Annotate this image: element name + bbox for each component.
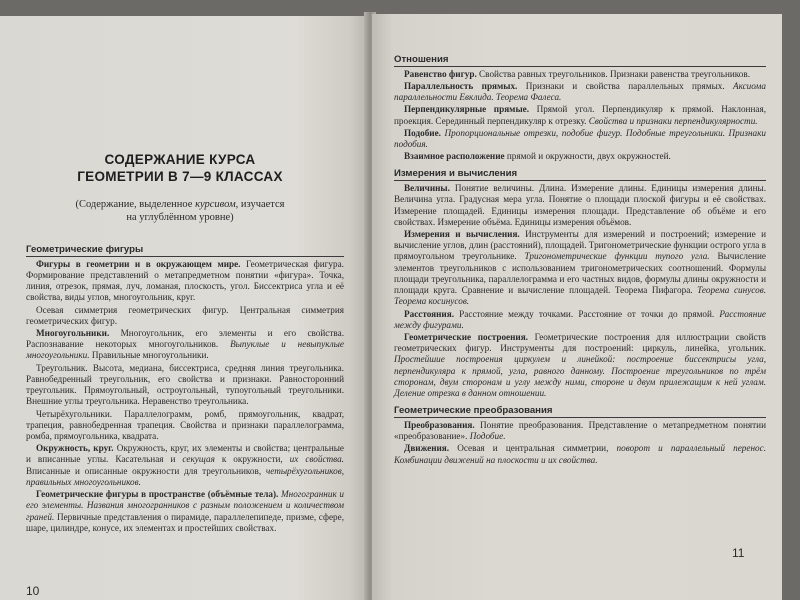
paragraph-italic: Простейшие построения циркулем и линейкой: построение биссектрисы угла, перпендикуляра к прямой, угла, равного данному. Построение треугольников по трём сторонам, двум сторонам и углу между ними, стороне и двум прилежащим к ней углам. Деление отрезка в данном отношении.: [394, 354, 766, 399]
paragraph-text: Свойства равных треугольников. Признаки равенства треугольников.: [476, 68, 751, 79]
paragraph-distances: [394, 309, 766, 331]
paragraph-similarity: [394, 128, 766, 150]
paragraph-text: Осевая симметрия геометрических фигур. Центральная симметрия геометрических фигур.: [26, 304, 344, 326]
term-label: Окружность, круг.: [36, 443, 114, 454]
paragraph-perpendicular: [394, 104, 766, 126]
subtitle-text-1: (Содержание, выделенное: [75, 199, 196, 210]
paragraph-text: Четырёхугольники. Параллелограмм, ромб, прямоугольник, квадрат, трапеция, равнобедренная трапеция. Свойства и признаки параллелограмма, ромба, прямоугольника, квадрата.: [26, 408, 344, 441]
paragraph-equality: [394, 69, 766, 80]
paragraph-text: прямой и окружности, двух окружностей.: [504, 151, 671, 162]
paragraph-italic: Свойства и признаки перпендикулярности.: [588, 115, 758, 126]
term-label: Геометрические построения.: [404, 332, 528, 342]
paragraph-text: Первичные представления о пирамиде, параллелепипеде, призме, сфере, шаре, цилиндре, конусе, их элементах и простейших свойствах.: [26, 511, 344, 533]
paragraph-circle: [26, 443, 344, 488]
paragraph-text: Осевая и центральная симметрии,: [449, 443, 617, 454]
right-page: [372, 14, 782, 600]
term-label: Измерения и вычисления.: [404, 229, 520, 240]
term-label: Движения.: [404, 443, 450, 454]
paragraph-quadrilaterals: [26, 409, 344, 443]
term-label: Преобразования.: [404, 420, 475, 431]
paragraph-constructions: [394, 332, 766, 399]
paragraph-text: Расстояние между точками. Расстояние от точки до прямой.: [454, 308, 720, 319]
term-label: Взаимное расположение: [404, 151, 505, 162]
paragraph-italic: Расстояние между фигурами.: [394, 308, 766, 330]
paragraph-text: Треугольник. Высота, медиана, биссектриса, средняя линия треугольника. Равнобедренный треугольник, его свойства и признаки. Равносторонний треугольник. Прямоугольный, остроугольный, тупоугольный треугольники. Внешние углы треугольника. Неравенство треугольника.: [26, 362, 344, 407]
paragraph-text: к окружности,: [214, 454, 290, 465]
paragraph-position: [394, 151, 766, 162]
paragraph-italic: поворот и параллельный перенос. Комбинации движений на плоскости и их свойства.: [394, 443, 766, 465]
paragraph-transformations: [394, 420, 766, 442]
paragraph-text: Окружность, круг, их элементы и свойства; центральные и вписанные углы. Касательная и: [26, 443, 344, 465]
page-title: СОДЕРЖАНИЕ КУРСА ГЕОМЕТРИИ В 7—9 КЛАССАХ: [77, 152, 283, 184]
paragraph-text: Многоугольник, его элементы и его свойства. Распознавание некоторых многоугольников.: [26, 328, 344, 350]
paragraph-italic: их свойства.: [289, 454, 344, 465]
term-label: Фигуры в геометрии и в окружающем мире.: [36, 258, 241, 269]
term-label: Расстояния.: [404, 308, 454, 319]
section-heading-transformations: Геометрические преобразования: [394, 405, 766, 418]
paragraph-text: Геометрическая фигура. Формирование представлений о метапредметном понятии «фигура». Точка, линия, отрезок, прямая, луч, ломаная, плоскость, угол. Биссектриса угла и её свойства, виды углов, многоугольник, круг.: [26, 258, 344, 303]
paragraph-italic: секущая: [182, 454, 215, 465]
section-heading-relations: Отношения: [394, 54, 766, 67]
paragraph-polygons: [26, 328, 344, 362]
subtitle-italic: курсивом: [195, 199, 236, 210]
section-heading-measurements: Измерения и вычисления: [394, 168, 766, 181]
paragraph-italic: Выпуклые и невыпуклые многоугольники.: [26, 339, 344, 361]
paragraph-italic: Тригонометрические функции тупого угла.: [524, 251, 710, 262]
paragraph-italic: Пропорциональные отрезки, подобие фигур. Подобные треугольники. Признаки подобия.: [394, 127, 766, 150]
paragraph-symmetry: [26, 305, 344, 327]
paragraph-solids: [26, 489, 344, 534]
paragraph-text: Вычисление элементов треугольников с использованием тригонометрических соотношений. Формулы площади треугольника, параллелограмма и его частных видов, формулы длины окружности и площади круга. Сравнение и вычисление площадей. Теорема Пифагора.: [394, 251, 766, 296]
paragraph-italic: Подобие.: [469, 431, 506, 442]
term-label: Равенство фигур.: [404, 68, 477, 79]
paragraph-italic: Теорема синусов. Теорема косинусов.: [394, 285, 766, 307]
paragraph-triangle: [26, 363, 344, 408]
page-subtitle: [70, 198, 290, 224]
paragraph-text: Инструменты для измерений и построений; измерение и вычисление углов, длин (расстояний), площадей. Тригонометрические функции острого угла в прямоугольном треугольнике.: [394, 229, 766, 262]
term-label: Подобие.: [404, 127, 441, 138]
paragraph-figures-world: [26, 259, 344, 304]
paragraph-motions: [394, 443, 766, 465]
paragraph-text: Геометрические построения для иллюстрации свойств геометрических фигур. Инструменты для построений: циркуль, линейка, угольник.: [394, 332, 766, 354]
subtitle-text-2: , изучается на углублённом уровне): [126, 199, 285, 224]
left-page: [0, 16, 368, 600]
left-page-body: [26, 238, 344, 535]
paragraph-italic: Многогранник и его элементы. Названия многогранников с разным положением и количеством граней.: [26, 489, 345, 522]
term-label: Перпендикулярные прямые.: [404, 104, 529, 115]
paragraph-text: Вписанные и описанные окружности для треугольников,: [26, 465, 266, 476]
term-label: Многоугольники.: [36, 328, 110, 339]
page-number-left: 10: [26, 584, 40, 598]
paragraph-measure-calc: [394, 229, 766, 308]
paragraph-text: Правильные многоугольники.: [89, 350, 209, 361]
term-label: Геометрические фигуры в пространстве (объёмные тела).: [36, 489, 279, 500]
section-heading-figures: Геометрические фигуры: [26, 244, 344, 257]
paragraph-parallel: [394, 81, 766, 103]
paragraph-quantities: [394, 183, 766, 228]
right-page-body: [394, 48, 766, 467]
term-label: Величины.: [404, 183, 450, 194]
paragraph-italic: Аксиома параллельности Евклида. Теорема Фалеса.: [394, 80, 766, 103]
paragraph-text: Прямой угол. Перпендикуляр к прямой. Наклонная, проекция. Серединный перпендикуляр к отрезку.: [394, 104, 766, 126]
paragraph-text: Понятие преобразования. Представление о метапредметном понятии «преобразование».: [394, 420, 766, 442]
paragraph-text: Признаки и свойства параллельных прямых.: [517, 80, 734, 91]
paragraph-text: Понятие величины. Длина. Измерение длины. Единицы измерения длины. Величина угла. Градусная мера угла. Понятие о площади плоской фигуры и её свойствах. Измерение площадей. Единицы измерения площади. Представление об объёме и его свойствах. Измерение объёма. Единицы измерения объёмов.: [394, 183, 766, 227]
paragraph-italic: четырёхугольников, правильных многоугольников.: [26, 465, 344, 487]
page-number-right: 11: [732, 546, 745, 560]
term-label: Параллельность прямых.: [404, 80, 518, 91]
